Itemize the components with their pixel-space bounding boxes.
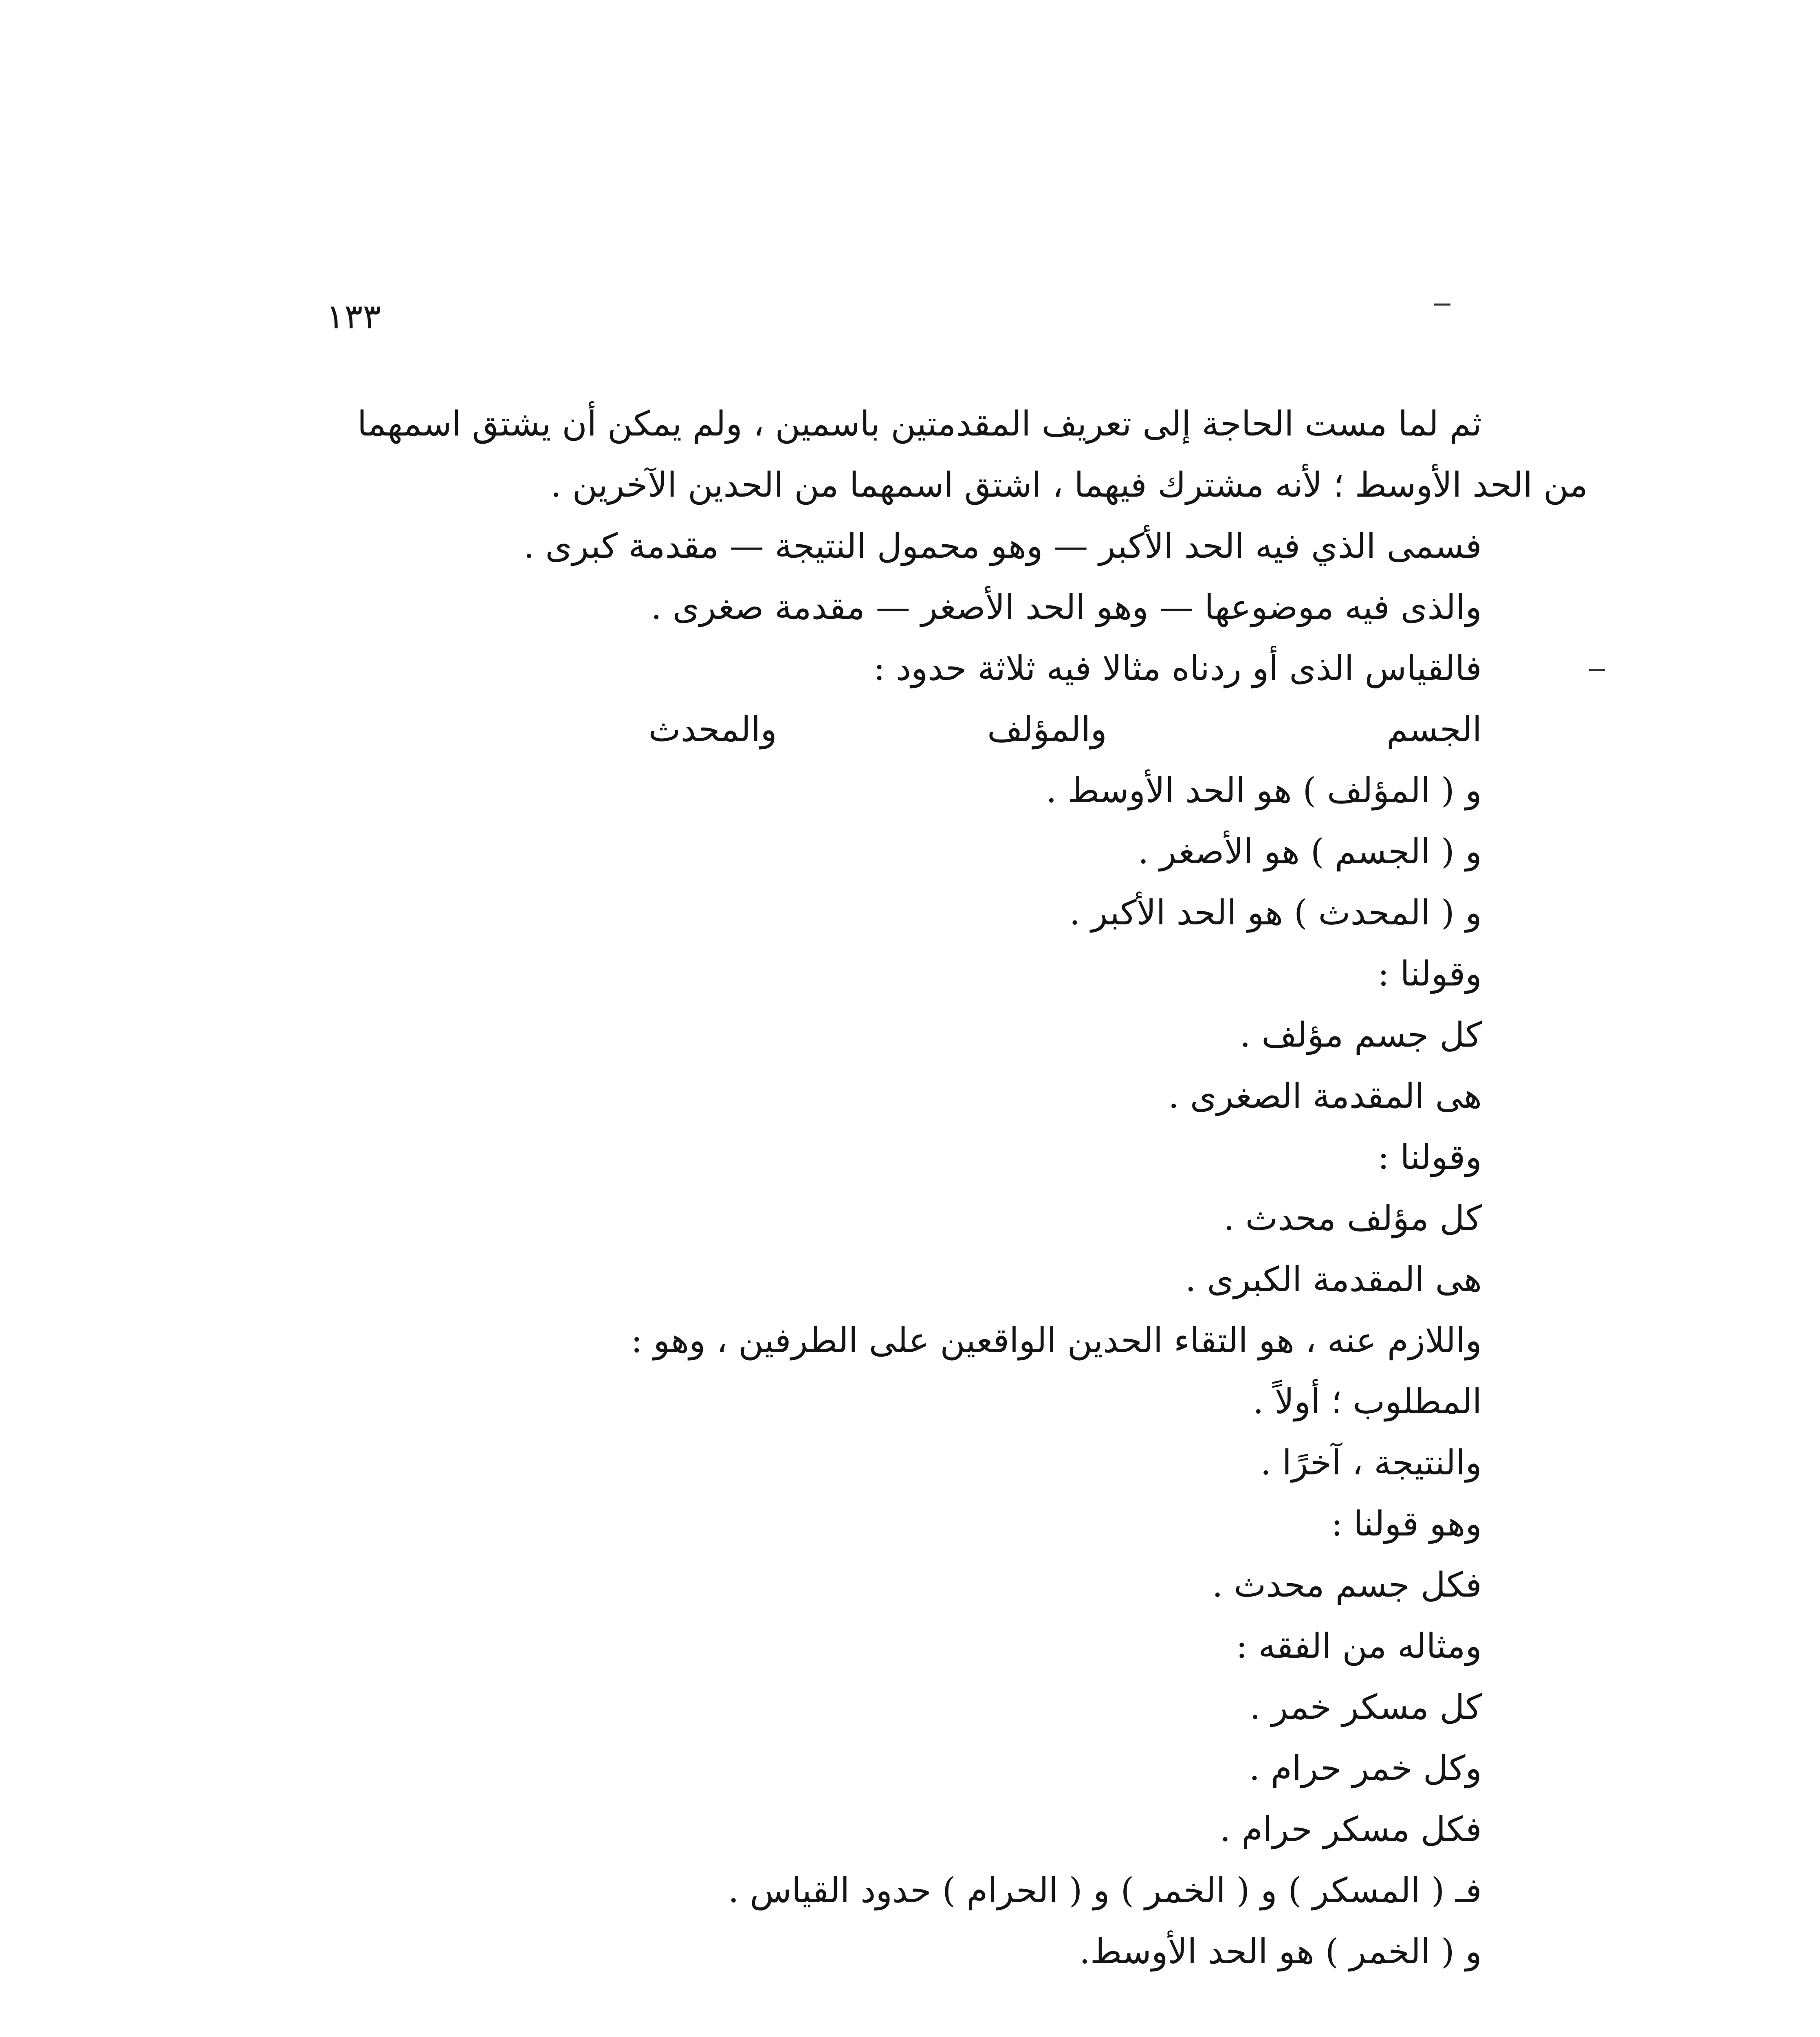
term-composed: والمؤلف <box>987 709 1107 749</box>
saying-line-2: وقولنا : <box>1378 1137 1482 1177</box>
main-text <box>313 393 1588 1982</box>
saying-line-1: وقولنا : <box>1378 954 1482 994</box>
fiqh-conclusion: فكل مسكر حرام . <box>1219 1809 1482 1849</box>
fiqh-premise-2: وكل خمر حرام . <box>1249 1748 1482 1788</box>
major-premise-label: هى المقدمة الكبرى . <box>1185 1259 1482 1299</box>
major-premise-definition: فسمى الذي فيه الحد الأكبر — وهو محمول النتيجة — مقدمة كبرى . <box>524 526 1482 566</box>
minor-premise-label: هى المقدمة الصغرى . <box>1168 1076 1482 1116</box>
term-body: الجسم <box>1386 709 1482 749</box>
minor-premise-definition: والذى فيه موضوعها — وهو الحد الأصغر — مقدمة صغرى . <box>651 587 1482 627</box>
term-middle-line: و ( المؤلف ) هو الحد الأوسط . <box>1045 770 1482 810</box>
conclusion-statement: فكل جسم محدث . <box>1212 1565 1482 1605</box>
example-intro: فالقياس الذى أو ردناه مثالا فيه ثلاثة حدود : <box>873 648 1482 688</box>
conclusion-intro: واللازم عنه ، هو التقاء الحدين الواقعين على الطرفين ، وهو : <box>631 1320 1482 1360</box>
sought-first-line: المطلوب ؛ أولاً . <box>1253 1381 1482 1421</box>
paragraph-line-1: ثم لما مست الحاجة إلى تعريف المقدمتين باسمين ، ولم يمكن أن يشتق اسمهما <box>357 404 1482 444</box>
term-originated: والمحدث <box>648 709 777 749</box>
major-premise-statement: كل مؤلف محدث . <box>1224 1198 1482 1238</box>
term-minor-line: و ( الجسم ) هو الأصغر . <box>1138 832 1482 871</box>
fiqh-terms-line: فـ ( المسكر ) و ( الخمر ) و ( الحرام ) حدود القياس . <box>728 1870 1482 1910</box>
stray-mark-top <box>1434 304 1450 306</box>
fiqh-intro: ومثاله من الفقه : <box>1236 1626 1482 1666</box>
fiqh-middle-term-line: و ( الخمر ) هو الحد الأوسط. <box>1079 1931 1482 1971</box>
our-saying-line: وهو قولنا : <box>1331 1504 1482 1544</box>
term-major-line: و ( المحدث ) هو الحد الأكبر . <box>1069 893 1482 933</box>
minor-premise-statement: كل جسم مؤلف . <box>1239 1015 1482 1055</box>
fiqh-premise-1: كل مسكر خمر . <box>1250 1687 1482 1727</box>
terms-row <box>313 699 1535 760</box>
paragraph-line-2: من الحد الأوسط ؛ لأنه مشترك فيهما ، اشتق اسمهما من الحدين الآخرين . <box>550 465 1588 505</box>
page-number: ١٣٣ <box>326 297 381 337</box>
stray-mark-side <box>1589 669 1605 671</box>
result-last-line: والنتيجة ، آخرًا . <box>1260 1443 1482 1483</box>
